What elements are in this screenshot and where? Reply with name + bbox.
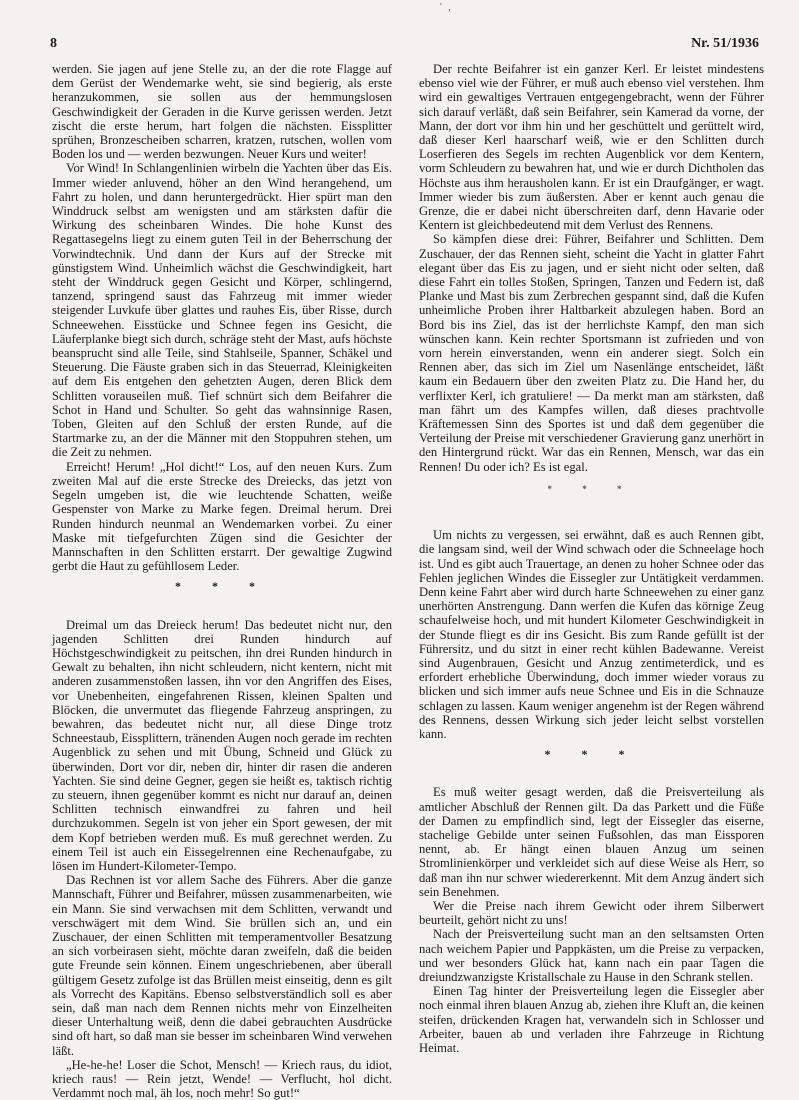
paragraph: Es muß weiter gesagt werden, daß die Preisverteilung als amtlicher Abschluß der Rennen gilt. Da das Parkett und die Füße der Damen zu empfindlich sind, legt der Eissegler das eiserne, stachelige Gebilde unter seinen Fußsohlen, das man Eissporen nennt, ab. Er hängt einen blauen Anzug um seinen Stromlinienkörper und verkleidet sich auf diese Weise als Herr, so daß man ihn nur schwer wiedererkennt. Mit dem Anzug ändert sich sein Benehmen. — [419, 785, 764, 899]
paragraph: Dreimal um das Dreieck herum! Das bedeutet nicht nur, den jagenden Schlitten drei Runden hindurch auf Höchstgeschwindigkeit zu peitschen, ihn drei Runden hindurch in Gewalt zu behalten, ihn nicht schleudern, nicht kentern, nicht mit anderen zusammenstoßen lassen, ihn vor den Angriffen des Eises, vor Unebenheiten, eingefahrenen Rissen, kleinen Spalten und Blöcken, die unvermutet das fliegende Fahrzeug anspringen, zu bewahren, das bedeutet nicht nur, all diese Dinge trotz Schneestaub, Eissplittern, tränenden Augen noch gerade im rechten Augenblick zu sehen und mit Übung, Schneid und Glück zu überwinden. Dort vor dir, neben dir, hinter dir rasen die anderen Yachten. Sie sind deine Gegner, gegen sie heißt es, taktisch richtig zu steuern, ihnen gegenüber kommt es nicht nur darauf an, deinen Schlitten technisch einwandfrei zu fahren und heil durchzukommen. Segeln ist von jeher ein Sport gewesen, der mit dem Kopf betrieben werden muß. Es muß gerechnet werden. Zu einem Teil ist auch ein Eissegelrennen eine Rechenaufgabe, zu lösen im Hundert-Kilometer-Tempo. — [52, 617, 392, 873]
paragraph: Um nichts zu vergessen, sei erwähnt, daß es auch Rennen gibt, die langsam sind, weil der Wind schwach oder die Schneelage hoch ist. Und es gibt auch Trauertage, an denen zu hoher Schnee oder das Fehlen jeglichen Windes die Eissegler zur Untätigkeit verdammen. Denn keine Fahrt aber wird durch harte Schneewehen zu einer ganz unerhörten Anstrengung. Dann werfen die Kufen das körnige Zeug schaufelweise hoch, und mit hundert Kilometer Geschwindigkeit in der Stunde fliegt es dir ins Gesicht. Bis zum Rande gefüllt ist der Führersitz, und du sitzt in einer recht kühlen Badewanne. Vereist sind Augenbrauen, Gesicht und Anzug zentimeterdick, und es erfordert erhebliche Überwindung, doch immer wieder voraus zu blicken und sich immer aufs neue Schnee und Eis in die Schnauze schlagen zu lassen. Kaum weniger angenehm ist der Regen während des Rennens, dessen Wirkung sich jeder leicht selbst vorstellen kann. — [419, 528, 764, 741]
paragraph: Nach der Preisverteilung sucht man an den seltsamsten Orten nach weichem Papier und Pappkästen, um die Preise zu verpacken, und wer besonders Glück hat, kann nach ein paar Tagen die dreiundzwanzigste Kristallschale zu Hause in den Schrank stellen. — [419, 927, 764, 984]
section-divider: * * * — [544, 747, 639, 762]
section-divider: * * * — [547, 483, 636, 494]
paragraph: Vor Wind! In Schlangenlinien wirbeln die Yachten über das Eis. Immer wieder anluvend, höher an den Wind herangehend, um Fahrt zu holen, und dann heruntergedrückt. Hier spürt man den Winddruck selbst am wenigsten und am stärksten dafür die Wirkung des scheinbaren Windes. Die hohe Kunst des Regattasegelns liegt zu einem guten Teil in der Beherrschung der Vorwindtechnik. Und dann der Kurs auf der Strecke mit günstigstem Wind. Unheimlich wächst die Geschwindigkeit, hart steht der Winddruck gegen Gesicht und Körper, schlingernd, tanzend, springend saust das Fahrzeug mit immer wieder steigender Luvkufe über glattes und rauhes Eis, über Risse, durch Schneewehen. Eisstücke und Schnee fegen ins Gesicht, die Läuferplanke biegt sich durch, schräge steht der Mast, aufs höchste beansprucht sind alle Teile, sind Stahlseile, Spanner, Schäkel und Steuerung. Die Fäuste graben sich in das Steuerrad, Kleinigkeiten auf dem Eis entgehen den gehetzten Augen, deren Blick dem Schlitten vorauseilen muß. Tief schnürt sich dem Beifahrer die Schot in Hand und Schulter. So geht das wahnsinnige Rasen, Toben, Gleiten auf den Schluß der ersten Runde, auf die Startmarke zu, an der die Männer mit den Stoppuhren stehen, um die Zeit zu nehmen. — [52, 161, 392, 460]
scan-artifact: ' , — [440, 2, 453, 13]
paragraph: werden. Sie jagen auf jene Stelle zu, an der die rote Flagge auf dem Gerüst der Wendemarke weht, sie sind begierig, als erste heranzukommen, sie sollen aus der hemmungslosen Geschwindigkeit der Geraden in die Kurve gerissen werden. Jetzt zischt die erste herum, hart folgen die nächsten. Eissplitter sprühen, Bronzescheiben scharren, kratzen, rutschen, wollen vom Boden los und — werden bezwungen. Neuer Kurs und weiter! — [52, 62, 392, 162]
paragraph: Erreicht! Herum! „Hol dicht!“ Los, auf den neuen Kurs. Zum zweiten Mal auf die erste Strecke des Dreiecks, das jetzt von Segeln umgeben ist, die wie leuchtende Schatten, weiße Gespenster von Marke zu Marke fegen. Dreimal herum. Drei Runden hindurch neunmal an Wendemarken vorbei. Zu einer Maske mit tiefgefurchten Zügen sind die Gesichter der Mannschaften in den Schlitten erstarrt. Der gewaltige Zugwind gerbt die Haut zu gefühllosem Leder. — [52, 459, 392, 574]
paragraph: „He-he-he! Loser die Schot, Mensch! — Kriech raus, du idiot, kriech raus! — Rein jetzt, Wende! — Verflucht, hol dicht. Verdammt noch mal, äh los, noch mehr! So gut!“ — [52, 1057, 392, 1100]
paragraph: Einen Tag hinter der Preisverteilung legen die Eissegler aber noch einmal ihren blauen Anzug ab, ziehen ihre Kluft an, die keinen steifen, drückenden Kragen hat, verwandeln sich in Schlosser und Arbeiter, bauen ab und verladen ihre Fahrzeuge in Richtung Heimat. — [419, 984, 764, 1055]
left-column — [52, 62, 392, 1100]
paragraph: Der rechte Beifahrer ist ein ganzer Kerl. Er leistet mindestens ebenso viel wie der Führer, er muß auch ebenso viel verstehen. Ihm wird ein gewaltiges Vertrauen entgegengebracht, wenn der Führer sich darauf verläßt, daß sein Beifahrer, sein Kamerad da vorne, der Mann, der dort vor ihm hin und her geschüttelt und gerüttelt wird, daß dieser Kerl haarscharf weiß, wie er den Schlitten durch Loserfieren des Segels im rechten Augenblick vor dem Kentern, vorm Schleudern zu bewahren hat, und wie er durch Dichtholen das Höchste aus ihm herausholen kann. Er ist ein Draufgänger, er wagt. Immer wieder bis zum äußersten. Aber er kennt auch genau die Grenze, die er dabei nicht überschreiten darf, denn Havarie oder Kentern ist gleichbedeutend mit dem Verlust des Rennens. — [419, 62, 764, 233]
paragraph: Das Rechnen ist vor allem Sache des Führers. Aber die ganze Mannschaft, Führer und Beifahrer, müssen zusammenarbeiten, wie ein Mann. Sie sind verwachsen mit dem Schlitten, verwandt und verschwägert mit dem Wind. Sie brüllen sich an, und ein Zuschauer, der einen Schlitten mit temperamentvoller Besatzung an sich vorbeirasen sieht, möchte daran zweifeln, daß die beiden gute Freunde sein können. Einem ungeschriebenen, aber überall gültigem Gesetz zufolge ist das Brüllen meist einseitig, denn es gilt als Vorrecht des Kapitäns. Ebenso selbstverständlich soll es aber sein, daß man nach dem Rennen nichts mehr von Einzelheiten dieser Unterhaltung weiß, denn die dabei gebrauchten Ausdrücke sind oft hart, so daß man sie besser im scheinbaren Wind verwehen läßt. — [52, 873, 392, 1058]
issue-number: Nr. 51/1936 — [691, 36, 759, 51]
paragraph: Wer die Preise nach ihrem Gewicht oder ihrem Silberwert beurteilt, gehört nicht zu uns! — [419, 898, 764, 928]
paragraph: So kämpfen diese drei: Führer, Beifahrer und Schlitten. Dem Zuschauer, der das Rennen sieht, scheint die Yacht in glatter Fahrt elegant über das Eis zu jagen, und er sieht nicht oder selten, daß diese Fahrt ein tolles Stoßen, Springen, Tanzen und Federn ist, daß Planke und Mast bis zum Zerbrechen gespannt sind, daß die Kufen unheimliche Proben ihrer Haltbarkeit abzulegen haben. Bord an Bord bis ins Ziel, das ist der herrlichste Kampf, den man sich wünschen kann. Kein rechter Sportsmann ist zufrieden und von vorn herein einverstanden, wenn ein anderer siegt. Solch ein Rennen aber, das sich im Ziel um Nasenlänge entscheidet, läßt kaum ein Bedauern über den zweiten Platz zu. Die Hand her, du verflixter Kerl, ich gratuliere! — Da merkt man am stärksten, daß man fährt um des Kampfes willen, daß dieses prachtvolle Kräftemessen Sinn des Sportes ist und daß dem gegenüber die Verteilung der Preise mit verschiedener Gravierung ganz unerhört in den Hintergrund rückt. War das ein Rennen, Mensch, war das ein Rennen! Du oder ich? Es ist egal. — [419, 232, 764, 474]
section-divider: * * * — [175, 579, 269, 594]
page-number: 8 — [50, 36, 57, 51]
right-column — [419, 62, 764, 1055]
